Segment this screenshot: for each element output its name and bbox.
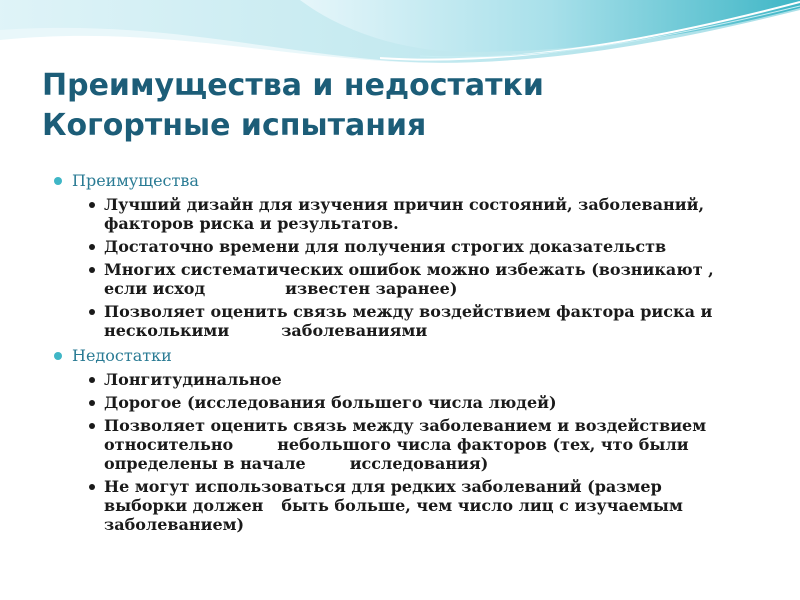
list-item: Лонгитудинальное (104, 370, 774, 389)
list-item: Позволяет оценить связь между заболеванием и воздействием относительно небольшого числа факторов (тех, что были определены в начале исследования) (104, 416, 774, 473)
slide-content (72, 171, 792, 534)
title-line-2: Когортные испытания (42, 108, 427, 143)
slide-title (42, 66, 544, 146)
bullet-icon (89, 202, 95, 208)
list-item: Дорогое (исследования большего числа людей) (104, 393, 774, 412)
list-item: Многих систематических ошибок можно избежать (возникают , если исход известен заранее) (104, 260, 774, 298)
list-item: Лучший дизайн для изучения причин состояний, заболеваний, факторов риска и результатов. (104, 195, 774, 233)
list-item: Позволяет оценить связь между воздействием фактора риска и несколькими заболеваниями (104, 302, 774, 340)
bullet-icon (89, 484, 95, 490)
section-heading-disadvantages: Недостатки (72, 346, 792, 366)
bullet-icon (54, 177, 62, 185)
bullet-icon (89, 267, 95, 273)
section-heading-advantages: Преимущества (72, 171, 792, 191)
bullet-icon (89, 377, 95, 383)
list-item: Достаточно времени для получения строгих доказательств (104, 237, 774, 256)
bullet-icon (89, 244, 95, 250)
bullet-icon (89, 309, 95, 315)
title-line-1: Преимущества и недостатки (42, 68, 544, 103)
bullet-icon (54, 352, 62, 360)
list-item: Не могут использоваться для редких заболеваний (размер выборки должен быть больше, чем число лиц с изучаемым заболеванием) (104, 477, 774, 534)
bullet-icon (89, 423, 95, 429)
bullet-icon (89, 400, 95, 406)
